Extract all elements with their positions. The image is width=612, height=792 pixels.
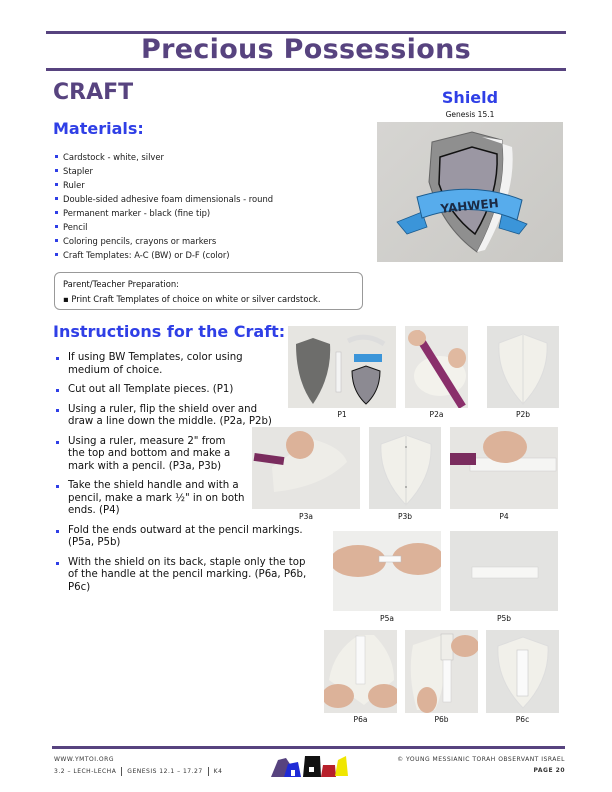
- materials-heading: Materials:: [53, 119, 144, 138]
- shield-blank-icon: [487, 326, 559, 408]
- materials-list: [55, 150, 273, 262]
- preparation-item-text: Print Craft Templates of choice on white or silver cardstock.: [71, 294, 321, 304]
- photo-p6b: [405, 630, 478, 713]
- photo-caption: P6b: [434, 715, 449, 724]
- material-item: Double-sided adhesive foam dimensionals - round: [55, 192, 273, 206]
- section-label: CRAFT: [53, 80, 134, 105]
- footer-copyright: © YOUNG MESSIANIC TORAH OBSERVANT ISRAEL: [397, 756, 565, 763]
- photo-caption: P2b: [515, 410, 531, 419]
- preparation-item: ▪ Print Craft Templates of choice on white or silver cardstock.: [63, 294, 321, 304]
- material-item: Coloring pencils, crayons or markers: [55, 234, 273, 248]
- shield-illustration-icon: [377, 122, 563, 262]
- stapling-icon: [405, 630, 478, 713]
- mark-handle-icon: [450, 427, 558, 509]
- organization-logo-icon: [268, 750, 354, 780]
- instructions-heading: Instructions for the Craft:: [53, 322, 286, 341]
- photo-caption: P5b: [496, 614, 512, 623]
- preparation-heading: Parent/Teacher Preparation:: [63, 279, 179, 289]
- footer-scripture: GENESIS 12.1 – 17.27: [127, 768, 203, 775]
- photo-caption: P5a: [380, 614, 394, 623]
- instruction-step: If using BW Templates, color using medium of choice.: [55, 352, 270, 377]
- photo-p5b: [450, 531, 558, 611]
- photo-p6c: [486, 630, 559, 713]
- feature-reference: Genesis 15.1: [445, 110, 495, 119]
- footer-grade: K4: [213, 768, 223, 775]
- photo-p4: [450, 427, 558, 509]
- material-item: Stapler: [55, 164, 273, 178]
- instruction-step: Cut out all Template pieces. (P1): [55, 384, 285, 397]
- material-item: Ruler: [55, 178, 273, 192]
- photo-p5a: [333, 531, 441, 611]
- photo-p3b: [369, 427, 441, 509]
- instruction-step: Take the shield handle and with a pencil, make a mark ½" in on both ends. (P4): [55, 480, 250, 518]
- staple-handle-icon: [324, 630, 397, 713]
- footer-lesson-info: [54, 767, 222, 776]
- photo-caption: P3b: [397, 512, 413, 521]
- page-title: Precious Possessions: [141, 34, 471, 65]
- footer-separator: [121, 767, 122, 776]
- shield-photo: [377, 122, 563, 262]
- folded-handle-icon: [450, 531, 558, 611]
- instruction-step: Using a ruler, flip the shield over and draw a line down the middle. (P2a, P2b): [55, 404, 280, 429]
- material-item: Cardstock - white, silver: [55, 150, 273, 164]
- footer-separator: [208, 767, 209, 776]
- photo-caption: P4: [499, 512, 509, 521]
- photo-p3a: [252, 427, 360, 509]
- page-number: PAGE 20: [533, 767, 565, 774]
- photo-p2b: [487, 326, 559, 408]
- photo-p2a: [405, 326, 468, 408]
- instruction-step: Fold the ends outward at the pencil markings. (P5a, P5b): [55, 525, 327, 550]
- photo-caption: P1: [337, 410, 347, 419]
- fold-ends-icon: [333, 531, 441, 611]
- material-item: Craft Templates: A-C (BW) or D-F (color): [55, 248, 273, 262]
- shield-marked-icon: [369, 427, 441, 509]
- measure-shield-icon: [252, 427, 360, 509]
- instruction-step: With the shield on its back, staple only the top of the handle at the pencil marking. (P6a, P6b, P6c): [55, 557, 317, 595]
- material-item: Permanent marker - black (fine tip): [55, 206, 273, 220]
- material-item: Pencil: [55, 220, 273, 234]
- photo-p1: [288, 326, 396, 408]
- footer-rule: [52, 746, 565, 749]
- footer-lesson: 3.2 – LECH-LECHA: [54, 768, 117, 775]
- photo-p6a: [324, 630, 397, 713]
- header-bottom-rule: [46, 68, 566, 71]
- photo-caption: P3a: [299, 512, 313, 521]
- template-pieces-icon: [288, 326, 396, 408]
- finished-back-icon: [486, 630, 559, 713]
- instruction-step: Using a ruler, measure 2" from the top and bottom and make a mark with a pencil. (P3a, P3b): [55, 436, 245, 474]
- preparation-box: [54, 272, 363, 310]
- photo-caption: P6c: [515, 715, 530, 724]
- photo-caption: P2a: [429, 410, 444, 419]
- footer-website[interactable]: WWW.YMTOI.ORG: [54, 756, 114, 763]
- logo-figures-icon: [268, 750, 354, 780]
- svg-text:YAHWEH: YAHWEH: [439, 196, 500, 217]
- ruler-drawing-icon: [405, 326, 468, 408]
- feature-title: Shield: [441, 88, 499, 107]
- photo-caption: P6a: [353, 715, 368, 724]
